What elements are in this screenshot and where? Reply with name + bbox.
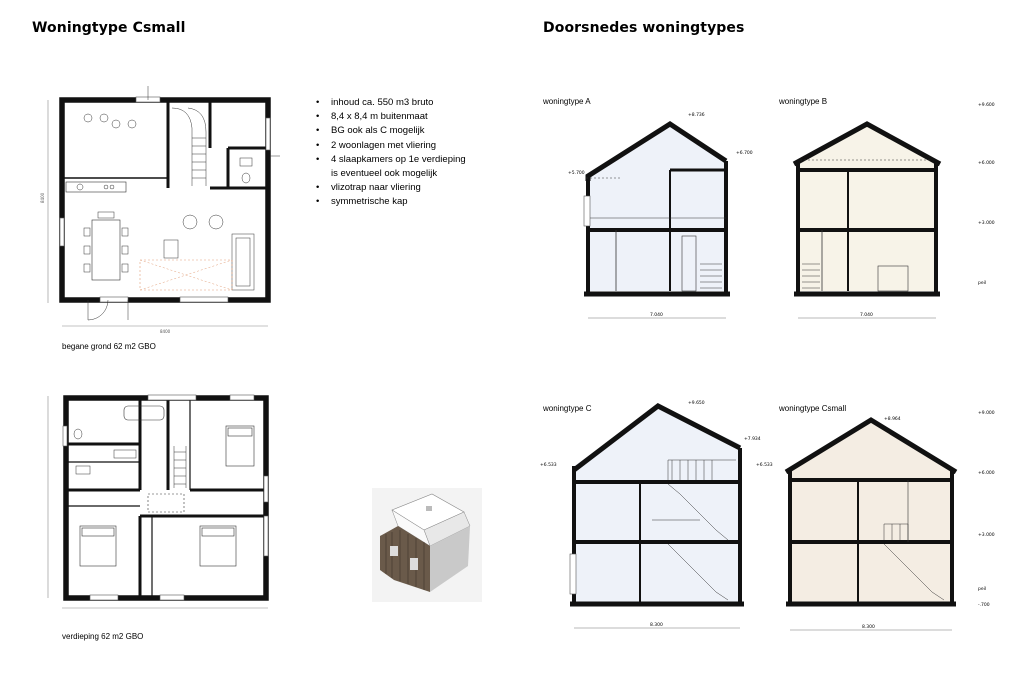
ground-floor-caption: begane grond 62 m2 GBO [62,342,156,351]
sections-title: Doorsnedes woningtypes [543,20,745,36]
feature-item: • 8,4 x 8,4 m buitenmaat [316,111,428,123]
svg-text:8.300: 8.300 [650,623,663,628]
svg-text:peil: peil [978,587,987,592]
svg-text:+6.533: +6.533 [756,463,773,468]
svg-text:8.300: 8.300 [862,625,875,630]
upper-floor-caption: verdieping 62 m2 GBO [62,632,144,641]
plan-title: Woningtype Csmall [32,20,186,36]
svg-text:+6.700: +6.700 [736,151,753,156]
svg-text:+9.600: +9.600 [978,103,995,108]
feature-item: • 4 slaapkamers op 1e verdieping [316,153,466,165]
svg-text:-.700: -.700 [978,603,990,608]
svg-text:+8.964: +8.964 [884,417,901,422]
svg-text:7.040: 7.040 [650,313,663,318]
section-c-drawing [540,394,761,644]
svg-text:+8.736: +8.736 [688,113,705,118]
feature-item-continuation: is eventueel ook mogelijk [331,168,438,180]
svg-text:+7.934: +7.934 [744,437,761,442]
feature-item: • vlizotrap naar vliering [316,182,421,194]
features-list [316,96,516,210]
house-3d-model-icon [372,488,482,602]
svg-text:+6.000: +6.000 [978,471,995,476]
section-csmall-label: woningtype Csmall [779,404,847,413]
feature-item: • BG ook als C mogelijk [316,125,425,137]
plan-dimension-text: 8400 [40,192,45,203]
section-b-label: woningtype B [779,97,828,106]
feature-item: • inhoud ca. 550 m3 bruto [316,97,434,108]
section-csmall-drawing [756,394,1024,644]
svg-text:+5.700: +5.700 [568,171,585,176]
section-a-label: woningtype A [543,97,591,106]
svg-text:+3.000: +3.000 [978,533,995,538]
svg-text:+6.533: +6.533 [540,463,557,468]
svg-text:8400: 8400 [160,329,171,334]
section-c-label: woningtype C [543,404,592,413]
upper-floor-plan [40,386,280,616]
svg-text:peil: peil [978,281,987,286]
svg-text:+3.000: +3.000 [978,221,995,226]
section-b-drawing [780,103,1020,326]
svg-text:7.040: 7.040 [860,313,873,318]
svg-text:+9.000: +9.000 [978,411,995,416]
feature-item: • 2 woonlagen met vliering [316,139,437,151]
section-a-drawing [540,106,753,326]
feature-item: • symmetrische kap [316,196,408,208]
svg-text:+9.650: +9.650 [688,401,705,406]
ground-floor-plan [40,88,280,338]
svg-text:+6.000: +6.000 [978,161,995,166]
